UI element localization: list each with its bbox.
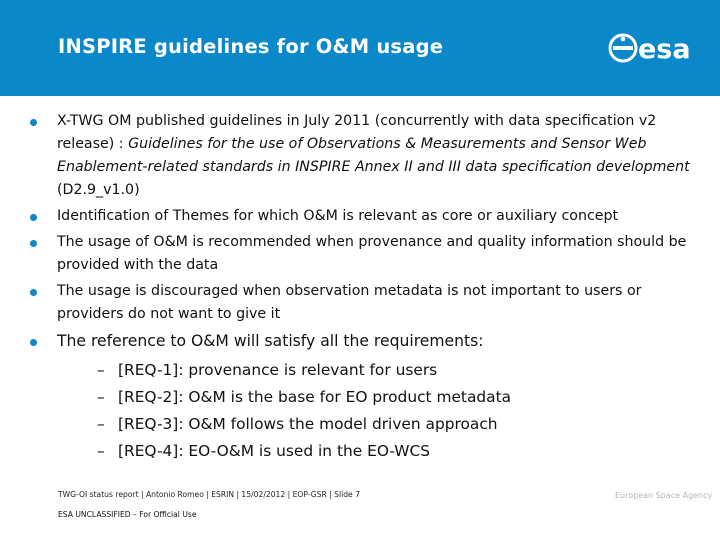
dash-marker: – xyxy=(97,361,105,379)
dash-marker: – xyxy=(97,415,105,433)
guideline-title: Guidelines for the use of Observations & Measurements and Sensor Web Enablement-related standards in INSPIRE Annex II and III data specification development xyxy=(57,136,690,175)
bullet-item xyxy=(30,231,710,277)
requirement-text: [REQ-2]: O&M is the base for EO product metadata xyxy=(118,388,512,406)
requirement-item xyxy=(97,357,511,384)
requirement-item xyxy=(97,438,511,465)
bullet-dot-icon xyxy=(30,214,37,221)
classification-label: ESA UNCLASSIFIED – For Official Use xyxy=(58,510,197,519)
bullet-item xyxy=(30,329,710,354)
bullet-dot-icon xyxy=(30,119,37,126)
bullet-dot-icon xyxy=(30,240,37,247)
requirement-item xyxy=(97,411,511,438)
bullet-text: Identification of Themes for which O&M is relevant as core or auxiliary concept xyxy=(57,208,619,224)
esa-logo xyxy=(606,30,706,66)
bullet-text: The usage of O&M is recommended when provenance and quality information should be provided with the data xyxy=(57,234,687,273)
slide-header xyxy=(0,0,720,96)
dash-marker: – xyxy=(97,442,105,460)
logo-wordmark: esa xyxy=(638,34,691,65)
bullet-dot-icon xyxy=(30,339,37,346)
bullet-text: The usage is discouraged when observation metadata is not important to users or providers do not want to give it xyxy=(57,283,642,322)
slide-title: INSPIRE guidelines for O&M usage xyxy=(58,35,444,58)
requirement-text: [REQ-3]: O&M follows the model driven approach xyxy=(118,415,498,433)
bullet-text: X-TWG OM published guidelines in July 2011 (concurrently with data specification v2 release) : xyxy=(57,113,657,152)
bullet-dot-icon xyxy=(30,289,37,296)
agency-name: European Space Agency xyxy=(615,491,713,500)
bullet-text: The reference to O&M will satisfy all the requirements: xyxy=(57,332,484,350)
requirements-list xyxy=(97,357,511,465)
slide-footer: TWG-OI status report | Antonio Romeo | ESRIN | 15/02/2012 | EOP-GSR | Slide 7 xyxy=(58,490,360,499)
bullet-text: (D2.9_v1.0) xyxy=(57,182,140,198)
bullet-item xyxy=(30,110,710,202)
dash-marker: – xyxy=(97,388,105,406)
bullet-item xyxy=(30,280,710,326)
requirement-item xyxy=(97,384,511,411)
bullet-list xyxy=(30,110,710,357)
requirement-text: [REQ-1]: provenance is relevant for users xyxy=(118,361,438,379)
bullet-item xyxy=(30,205,710,228)
requirement-text: [REQ-4]: EO-O&M is used in the EO-WCS xyxy=(118,442,431,460)
